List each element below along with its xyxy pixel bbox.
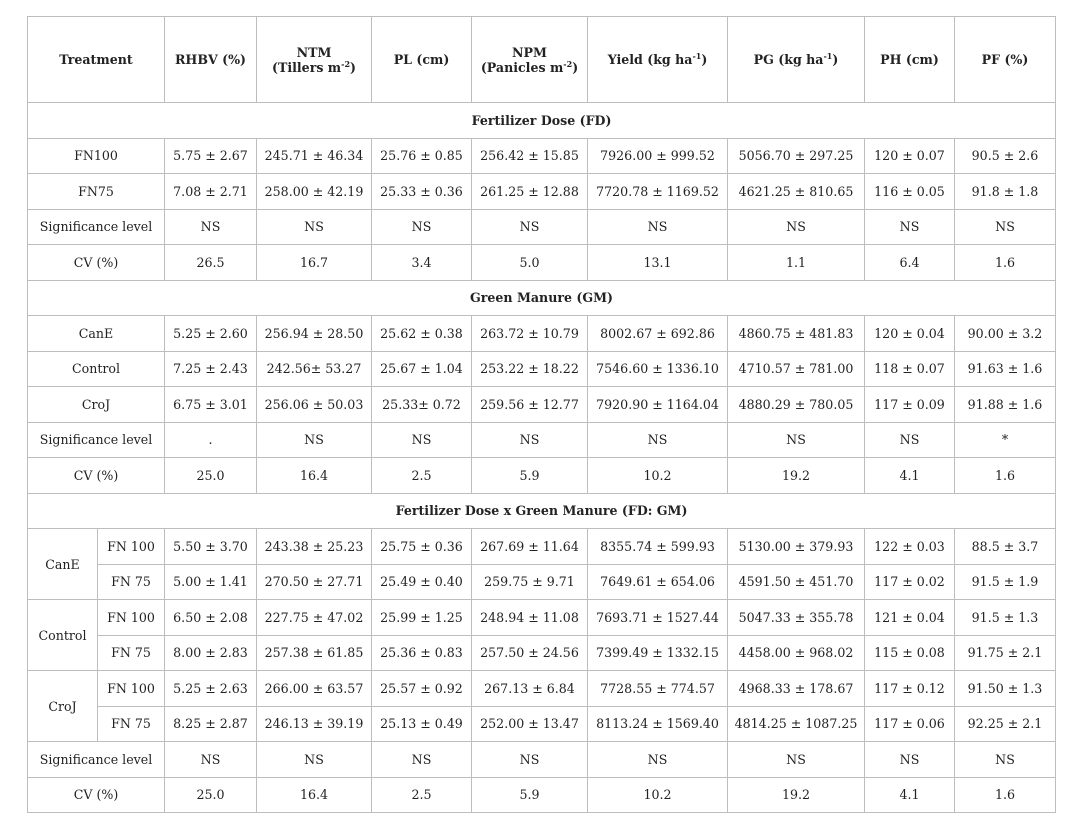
table-cell: NS <box>588 742 728 778</box>
row-sublabel: FN 100 <box>98 600 165 636</box>
table-row <box>28 174 1056 210</box>
table-cell: NS <box>728 742 865 778</box>
table-cell: NS <box>728 209 865 245</box>
row-label: CV (%) <box>28 777 165 813</box>
table-cell: NS <box>257 422 372 458</box>
table-cell: 5.9 <box>472 458 588 494</box>
table-cell: 120 ± 0.07 <box>865 138 955 174</box>
table-cell: 259.75 ± 9.71 <box>472 564 588 600</box>
table-cell: 91.63 ± 1.6 <box>955 351 1056 387</box>
section-title: Green Manure (GM) <box>28 280 1056 316</box>
column-header <box>372 17 472 103</box>
table-cell: 4968.33 ± 178.67 <box>728 671 865 707</box>
table-row <box>28 777 1056 813</box>
table-cell: NS <box>955 209 1056 245</box>
table-cell: 7926.00 ± 999.52 <box>588 138 728 174</box>
table-row <box>28 458 1056 494</box>
column-header-title: NTM <box>296 44 332 60</box>
table-cell: 3.4 <box>372 245 472 281</box>
column-header <box>28 17 165 103</box>
table-cell: 6.4 <box>865 245 955 281</box>
table-cell: NS <box>472 742 588 778</box>
table-cell: 4814.25 ± 1087.25 <box>728 706 865 742</box>
table-cell: 256.06 ± 50.03 <box>257 387 372 423</box>
group-label: CroJ <box>28 671 98 742</box>
table-cell: 4710.57 ± 781.00 <box>728 351 865 387</box>
table-cell: NS <box>257 742 372 778</box>
table-cell: * <box>955 422 1056 458</box>
table-cell: 25.33± 0.72 <box>372 387 472 423</box>
row-label: CroJ <box>28 387 165 423</box>
table-cell: NS <box>728 422 865 458</box>
table-row <box>28 742 1056 778</box>
table-cell: 25.33 ± 0.36 <box>372 174 472 210</box>
table-cell: 26.5 <box>165 245 257 281</box>
table-cell: 263.72 ± 10.79 <box>472 316 588 352</box>
table-cell: 257.38 ± 61.85 <box>257 635 372 671</box>
table-cell: NS <box>588 422 728 458</box>
table-cell: 5.00 ± 1.41 <box>165 564 257 600</box>
table-cell: 7399.49 ± 1332.15 <box>588 635 728 671</box>
column-header-title: PH (cm) <box>880 52 939 67</box>
table-cell: 8.00 ± 2.83 <box>165 635 257 671</box>
table-cell: 256.42 ± 15.85 <box>472 138 588 174</box>
table-cell: 7.25 ± 2.43 <box>165 351 257 387</box>
row-label: FN100 <box>28 138 165 174</box>
table-cell: 91.5 ± 1.3 <box>955 600 1056 636</box>
table-cell: 8113.24 ± 1569.40 <box>588 706 728 742</box>
table-cell: 13.1 <box>588 245 728 281</box>
table-cell: 16.7 <box>257 245 372 281</box>
table-cell: 6.50 ± 2.08 <box>165 600 257 636</box>
table-cell: 5130.00 ± 379.93 <box>728 529 865 565</box>
column-header-exponent: -2 <box>341 58 351 69</box>
table-cell: NS <box>955 742 1056 778</box>
table-cell: 5.75 ± 2.67 <box>165 138 257 174</box>
table-cell: 8.25 ± 2.87 <box>165 706 257 742</box>
column-header-exponent: -1 <box>823 50 833 61</box>
row-label: CanE <box>28 316 165 352</box>
table-row <box>28 387 1056 423</box>
table-cell: 19.2 <box>728 777 865 813</box>
table-cell: 88.5 ± 3.7 <box>955 529 1056 565</box>
table-cell: NS <box>472 209 588 245</box>
table-cell: 259.56 ± 12.77 <box>472 387 588 423</box>
table-cell: 91.8 ± 1.8 <box>955 174 1056 210</box>
row-label: CV (%) <box>28 458 165 494</box>
table-cell: NS <box>165 742 257 778</box>
group-label: CanE <box>28 529 98 600</box>
table-cell: 91.75 ± 2.1 <box>955 635 1056 671</box>
table-cell: 25.49 ± 0.40 <box>372 564 472 600</box>
table-cell: 5.25 ± 2.63 <box>165 671 257 707</box>
table-cell: 5047.33 ± 355.78 <box>728 600 865 636</box>
table-row <box>28 564 1056 600</box>
group-label: Control <box>28 600 98 671</box>
table-cell: 10.2 <box>588 458 728 494</box>
table-cell: 8002.67 ± 692.86 <box>588 316 728 352</box>
table-cell: 4880.29 ± 780.05 <box>728 387 865 423</box>
table-cell: 120 ± 0.04 <box>865 316 955 352</box>
row-label: Significance level <box>28 422 165 458</box>
table-cell: 16.4 <box>257 777 372 813</box>
table-cell: 261.25 ± 12.88 <box>472 174 588 210</box>
table-cell: 246.13 ± 39.19 <box>257 706 372 742</box>
section-header-row <box>28 280 1056 316</box>
table-cell: 256.94 ± 28.50 <box>257 316 372 352</box>
table-cell: 117 ± 0.12 <box>865 671 955 707</box>
table-cell: 6.75 ± 3.01 <box>165 387 257 423</box>
table-cell: 7720.78 ± 1169.52 <box>588 174 728 210</box>
table-row <box>28 600 1056 636</box>
table-cell: 116 ± 0.05 <box>865 174 955 210</box>
column-header <box>472 17 588 103</box>
section-title: Fertilizer Dose (FD) <box>28 103 1056 139</box>
table-cell: NS <box>865 209 955 245</box>
table-cell: 5.9 <box>472 777 588 813</box>
column-header-exponent: -1 <box>692 50 702 61</box>
table-cell: NS <box>472 422 588 458</box>
section-header-row <box>28 103 1056 139</box>
table-cell: 117 ± 0.02 <box>865 564 955 600</box>
table-cell: 7649.61 ± 654.06 <box>588 564 728 600</box>
table-row <box>28 209 1056 245</box>
row-sublabel: FN 75 <box>98 564 165 600</box>
table-row <box>28 706 1056 742</box>
table-row <box>28 351 1056 387</box>
row-label: Significance level <box>28 209 165 245</box>
column-header <box>165 17 257 103</box>
table-cell: 90.5 ± 2.6 <box>955 138 1056 174</box>
table-cell: 16.4 <box>257 458 372 494</box>
header-row <box>28 17 1056 103</box>
table-cell: 7693.71 ± 1527.44 <box>588 600 728 636</box>
table-row <box>28 422 1056 458</box>
table-cell: 25.0 <box>165 777 257 813</box>
table-cell: 25.76 ± 0.85 <box>372 138 472 174</box>
table-cell: NS <box>257 209 372 245</box>
row-sublabel: FN 100 <box>98 671 165 707</box>
table-cell: 25.36 ± 0.83 <box>372 635 472 671</box>
table-cell: 5.0 <box>472 245 588 281</box>
column-header-title: PG (kg ha <box>753 52 824 67</box>
table-row <box>28 138 1056 174</box>
table-row <box>28 671 1056 707</box>
table-cell: 7920.90 ± 1164.04 <box>588 387 728 423</box>
results-table <box>27 16 1056 813</box>
table-row <box>28 245 1056 281</box>
table-cell: 270.50 ± 27.71 <box>257 564 372 600</box>
table-cell: 25.67 ± 1.04 <box>372 351 472 387</box>
table-cell: 25.75 ± 0.36 <box>372 529 472 565</box>
column-header-close: ) <box>701 52 708 67</box>
table-cell: 7728.55 ± 774.57 <box>588 671 728 707</box>
column-header <box>728 17 865 103</box>
column-header-title: PF (%) <box>981 52 1029 67</box>
table-cell: 257.50 ± 24.56 <box>472 635 588 671</box>
table-cell: 1.6 <box>955 245 1056 281</box>
column-header-unit: (Panicles m <box>480 59 564 75</box>
table-cell: 7.08 ± 2.71 <box>165 174 257 210</box>
table-cell: 258.00 ± 42.19 <box>257 174 372 210</box>
row-sublabel: FN 75 <box>98 706 165 742</box>
table-cell: NS <box>372 209 472 245</box>
table-cell: 2.5 <box>372 777 472 813</box>
column-header-title: Yield (kg ha <box>607 52 693 67</box>
section-title: Fertilizer Dose x Green Manure (FD: GM) <box>28 493 1056 529</box>
column-header-exponent: -2 <box>563 58 573 69</box>
table-cell: 4.1 <box>865 458 955 494</box>
table-cell: 1.1 <box>728 245 865 281</box>
table-cell: 115 ± 0.08 <box>865 635 955 671</box>
column-header-close: ) <box>832 52 839 67</box>
table-cell: NS <box>165 209 257 245</box>
table-cell: 5056.70 ± 297.25 <box>728 138 865 174</box>
table-cell: 4.1 <box>865 777 955 813</box>
table-cell: NS <box>588 209 728 245</box>
table-body <box>28 17 1056 813</box>
table-cell: 4860.75 ± 481.83 <box>728 316 865 352</box>
table-cell: 245.71 ± 46.34 <box>257 138 372 174</box>
table-cell: NS <box>865 422 955 458</box>
column-header-title: PL (cm) <box>393 52 450 67</box>
table-cell: 267.13 ± 6.84 <box>472 671 588 707</box>
section-header-row <box>28 493 1056 529</box>
table-row <box>28 529 1056 565</box>
table-cell: 4621.25 ± 810.65 <box>728 174 865 210</box>
table-cell: 266.00 ± 63.57 <box>257 671 372 707</box>
table-cell: 25.13 ± 0.49 <box>372 706 472 742</box>
row-label: FN75 <box>28 174 165 210</box>
table-cell: 5.50 ± 3.70 <box>165 529 257 565</box>
row-label: Significance level <box>28 742 165 778</box>
column-header-unit: (Tillers m <box>272 59 342 75</box>
table-cell: 25.62 ± 0.38 <box>372 316 472 352</box>
row-sublabel: FN 75 <box>98 635 165 671</box>
column-header <box>257 17 372 103</box>
table-cell: 227.75 ± 47.02 <box>257 600 372 636</box>
table-cell: 92.25 ± 2.1 <box>955 706 1056 742</box>
column-header-close: ) <box>572 59 579 75</box>
table-cell: 117 ± 0.06 <box>865 706 955 742</box>
table-row <box>28 316 1056 352</box>
table-cell: 19.2 <box>728 458 865 494</box>
column-header-title: Treatment <box>59 52 133 67</box>
column-header-title: NPM <box>512 44 547 60</box>
table-cell: 242.56± 53.27 <box>257 351 372 387</box>
table-cell: 7546.60 ± 1336.10 <box>588 351 728 387</box>
table-cell: 122 ± 0.03 <box>865 529 955 565</box>
row-label: Control <box>28 351 165 387</box>
table-cell: 8355.74 ± 599.93 <box>588 529 728 565</box>
column-header <box>588 17 728 103</box>
column-header <box>955 17 1056 103</box>
table-cell: 1.6 <box>955 458 1056 494</box>
column-header-title: RHBV (%) <box>174 52 247 67</box>
table-cell: 248.94 ± 11.08 <box>472 600 588 636</box>
table-cell: 5.25 ± 2.60 <box>165 316 257 352</box>
table-cell: . <box>165 422 257 458</box>
table-cell: 253.22 ± 18.22 <box>472 351 588 387</box>
table-cell: 117 ± 0.09 <box>865 387 955 423</box>
table-cell: NS <box>372 422 472 458</box>
column-header-close: ) <box>350 59 356 75</box>
table-cell: NS <box>865 742 955 778</box>
table-row <box>28 635 1056 671</box>
table-cell: 91.88 ± 1.6 <box>955 387 1056 423</box>
table-cell: 91.5 ± 1.9 <box>955 564 1056 600</box>
table-cell: 121 ± 0.04 <box>865 600 955 636</box>
table-cell: 90.00 ± 3.2 <box>955 316 1056 352</box>
table-cell: 25.0 <box>165 458 257 494</box>
table-cell: 91.50 ± 1.3 <box>955 671 1056 707</box>
table-cell: 4591.50 ± 451.70 <box>728 564 865 600</box>
table-cell: 252.00 ± 13.47 <box>472 706 588 742</box>
row-label: CV (%) <box>28 245 165 281</box>
table-cell: 10.2 <box>588 777 728 813</box>
table-cell: NS <box>372 742 472 778</box>
table-cell: 25.57 ± 0.92 <box>372 671 472 707</box>
column-header <box>865 17 955 103</box>
table-cell: 118 ± 0.07 <box>865 351 955 387</box>
table-cell: 243.38 ± 25.23 <box>257 529 372 565</box>
table-cell: 267.69 ± 11.64 <box>472 529 588 565</box>
table-cell: 2.5 <box>372 458 472 494</box>
row-sublabel: FN 100 <box>98 529 165 565</box>
table-cell: 1.6 <box>955 777 1056 813</box>
table-cell: 25.99 ± 1.25 <box>372 600 472 636</box>
table-cell: 4458.00 ± 968.02 <box>728 635 865 671</box>
